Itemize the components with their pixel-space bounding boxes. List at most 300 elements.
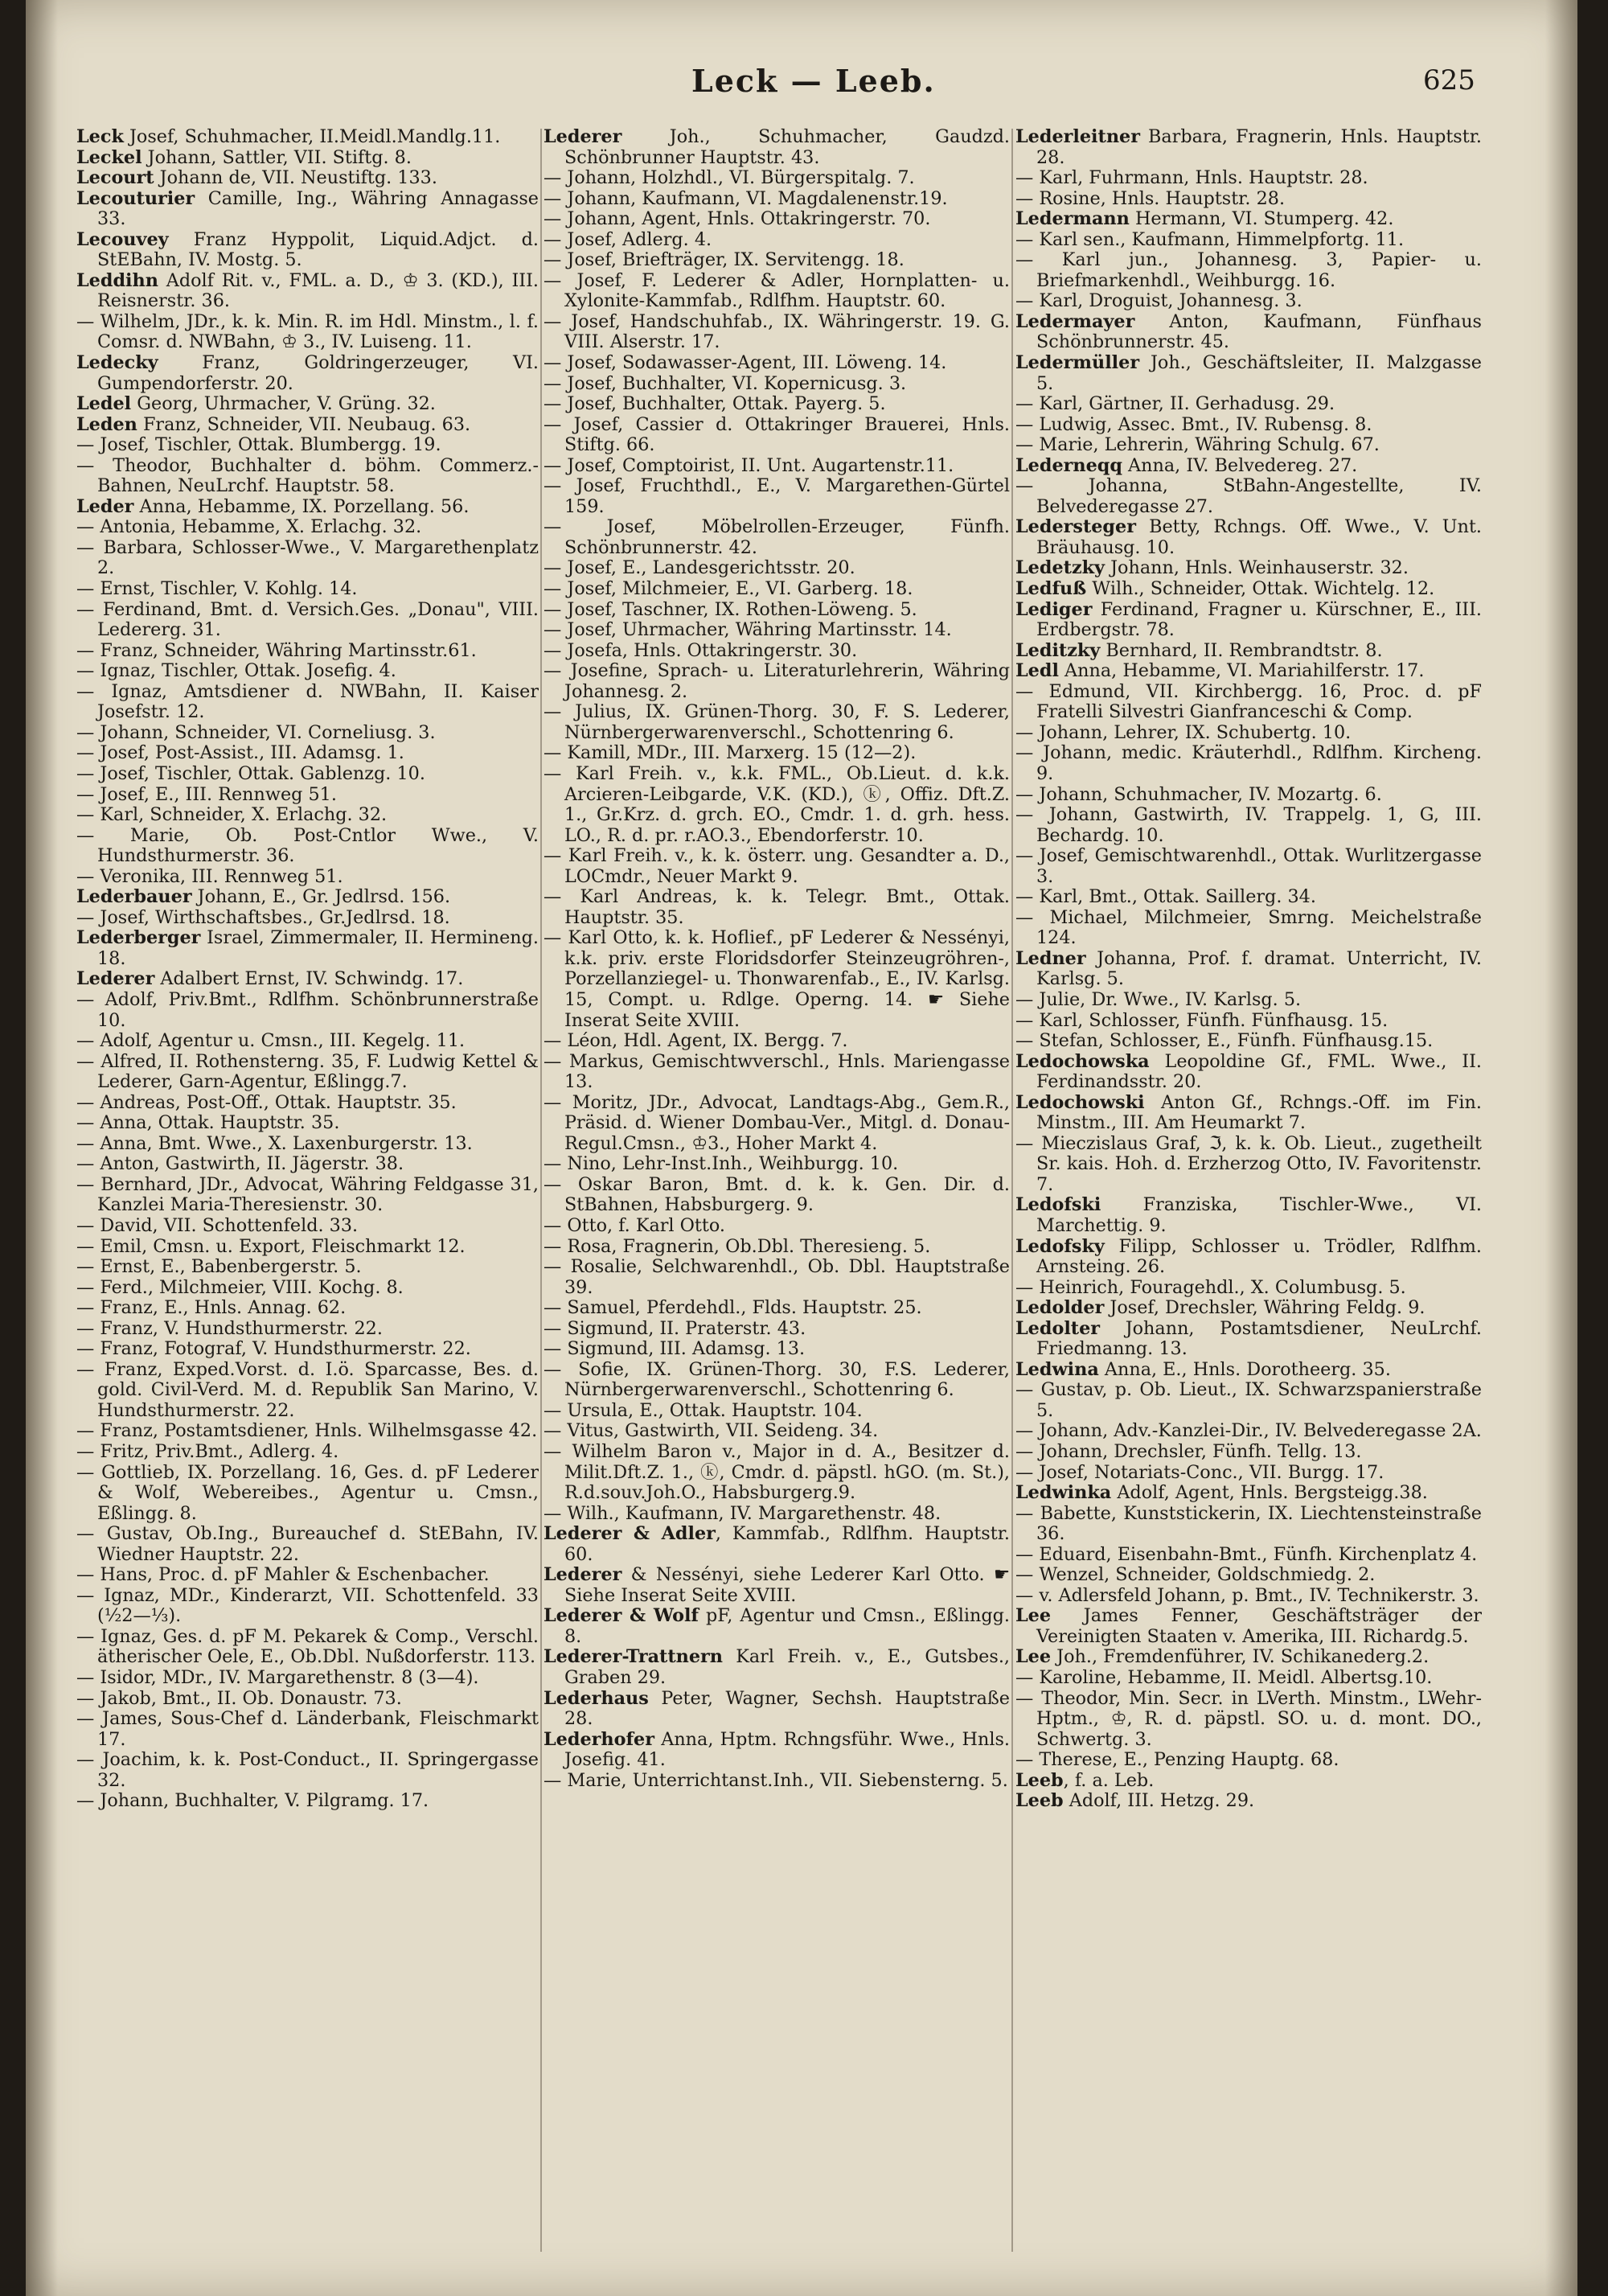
entry-details: — Adolf, Priv.Bmt., Rdlfhm. Schönbrunnerstraße 10.	[76, 988, 539, 1031]
directory-entry	[544, 1216, 1010, 1237]
directory-entry	[1015, 1504, 1482, 1545]
directory-entry	[76, 579, 539, 600]
entry-details: — Karl sen., Kaufmann, Himmelpfortg. 11.	[1015, 228, 1405, 250]
entry-details: Johann, Postamtsdiener, NeuLrchf. Friedmanng. 13.	[1036, 1317, 1482, 1360]
directory-entry	[1015, 1319, 1482, 1360]
directory-entry	[1015, 168, 1482, 189]
entry-details: Betty, Rchngs. Off. Wwe., V. Unt. Bräuhausg. 10.	[1036, 516, 1482, 558]
entry-details: Josef, Schuhmacher, II.Meidl.Mandlg.11.	[123, 127, 501, 147]
directory-entry	[76, 1709, 539, 1750]
directory-entry	[76, 826, 539, 867]
entry-details: — Johann, Holzhdl., VI. Bürgerspitalg. 7.	[544, 167, 915, 189]
directory-entry	[1015, 476, 1482, 517]
directory-entry	[76, 682, 539, 723]
directory-entry	[1015, 353, 1482, 394]
entry-details: — Josef, Fruchthdl., E., V. Margarethen-Gürtel 159.	[544, 475, 1010, 517]
entry-details: — Gustav, Ob.Ing., Bureauchef d. StEBahn, IV. Wiedner Hauptstr. 22.	[76, 1523, 539, 1565]
directory-entry	[76, 415, 539, 436]
directory-entry	[1015, 230, 1482, 251]
entry-details: — Franz, Fotograf, V. Hundsthurmerstr. 22.	[76, 1338, 471, 1360]
directory-entry	[544, 1175, 1010, 1216]
directory-entry	[76, 1052, 539, 1093]
directory-entry	[1015, 312, 1482, 353]
entry-details: — Ignaz, Tischler, Ottak. Josefig. 4.	[76, 660, 396, 682]
entry-details: — Léon, Hdl. Agent, IX. Bergg. 7.	[544, 1030, 848, 1052]
entry-surname: Ledersteger	[1015, 516, 1136, 538]
directory-entry	[76, 743, 539, 764]
directory-entry	[1015, 908, 1482, 949]
directory-entry	[1015, 1360, 1482, 1381]
directory-entry	[1015, 209, 1482, 230]
directory-entry	[544, 1339, 1010, 1360]
entry-surname: Lederleitner	[1015, 127, 1140, 147]
directory-entry	[544, 1606, 1010, 1647]
directory-entry	[76, 456, 539, 497]
directory-entry	[1015, 1689, 1482, 1751]
entry-surname: Ledecky	[76, 352, 158, 374]
directory-entry	[544, 353, 1010, 374]
binding-gutter	[26, 0, 58, 2296]
entry-surname: Lederer	[544, 1564, 622, 1586]
directory-entry	[76, 969, 539, 990]
entry-surname: Ledfuß	[1015, 578, 1087, 600]
directory-entry	[544, 1442, 1010, 1504]
entry-details: — Josef, Notariats-Conc., VII. Burgg. 17.	[1015, 1461, 1384, 1483]
entry-details: Hermann, VI. Stumperg. 42.	[1129, 208, 1394, 230]
directory-entry	[1015, 846, 1482, 887]
directory-column-3	[1015, 127, 1482, 2250]
entry-details: James Fenner, Geschäftsträger der Vereinigten Staaten v. Amerika, III. Richardg.5.	[1036, 1605, 1482, 1647]
entry-details: — Johann, Schneider, VI. Corneliusg. 3.	[76, 721, 436, 743]
directory-entry	[544, 743, 1010, 764]
entry-details: — Josef, Wirthschaftsbes., Gr.Jedlrsd. 18.	[76, 906, 450, 928]
directory-entry	[544, 1052, 1010, 1093]
entry-details: — Karl, Schneider, X. Erlachg. 32.	[76, 804, 388, 826]
entry-surname: Ledofsky	[1015, 1235, 1105, 1257]
entry-details: — Josef, F. Lederer & Adler, Hornplatten- u. Xylonite-Kammfab., Rdlfhm. Hauptstr. 60.	[544, 269, 1010, 312]
entry-details: — Josef, E., Landesgerichtsstr. 20.	[544, 557, 855, 579]
entry-details: — Gustav, p. Ob. Lieut., IX. Schwarzspanierstraße 5.	[1015, 1379, 1482, 1421]
entry-details: — Ludwig, Assec. Bmt., IV. Rubensg. 8.	[1015, 413, 1372, 435]
directory-entry	[1015, 558, 1482, 579]
entry-surname: Lee	[1015, 1605, 1052, 1627]
directory-entry	[76, 928, 539, 969]
entry-details: — Josef, Uhrmacher, Währing Martinsstr. 14.	[544, 619, 952, 641]
directory-entry	[544, 1421, 1010, 1442]
directory-entry	[544, 415, 1010, 456]
entry-details: Johann, Sattler, VII. Stiftg. 8.	[142, 146, 412, 168]
directory-entry	[1015, 1442, 1482, 1463]
entry-details: — Josef, Post-Assist., III. Adamsg. 1.	[76, 742, 404, 764]
directory-entry	[76, 148, 539, 169]
directory-entry	[544, 1319, 1010, 1340]
entry-details: Joh., Schuhmacher, Gaudzd. Schönbrunner Hauptstr. 43.	[564, 127, 1010, 168]
entry-details: — Edmund, VII. Kirchbergg. 16, Proc. d. pF Fratelli Silvestri Gianfranceschi & Comp.	[1015, 680, 1482, 723]
entry-details: — Franz, Exped.Vorst. d. I.ö. Sparcasse, Bes. d. gold. Civil-Verd. M. d. Republik San Marino, V. Hundsthurmerstr. 22.	[76, 1358, 539, 1421]
entry-details: Filipp, Schlosser u. Trödler, Rdlfhm. Arnsteing. 26.	[1036, 1235, 1482, 1278]
entry-details: , f. a. Leb.	[1063, 1769, 1155, 1791]
directory-entry	[1015, 127, 1482, 168]
entry-surname: Lederberger	[76, 927, 201, 949]
directory-entry	[76, 1750, 539, 1791]
entry-details: — Wilhelm Baron v., Major in d. A., Besitzer d. Milit.Dft.Z. 1., ⓚ, Cmdr. d. päpstl. hGO. (m. St.), R.d.souv.Joh.O., Habsburgerg.9.	[544, 1441, 1010, 1504]
directory-entry	[76, 1319, 539, 1340]
directory-entry	[76, 1524, 539, 1565]
entry-details: , Kammfab., Rdlfhm. Hauptstr. 60.	[564, 1523, 1010, 1565]
directory-entry	[1015, 1463, 1482, 1484]
entry-details: Bernhard, II. Rembrandtstr. 8.	[1100, 639, 1383, 661]
entry-details: — Samuel, Pferdehdl., Flds. Hauptstr. 25.	[544, 1297, 922, 1319]
directory-entry	[76, 805, 539, 826]
directory-entry	[1015, 1011, 1482, 1032]
directory-entry	[1015, 250, 1482, 291]
entry-details: — Marie, Ob. Post-Cntlor Wwe., V. Hundsthurmerstr. 36.	[76, 824, 539, 867]
entry-details: Adolf Rit. v., FML. a. D., ♔ 3. (KD.), III. Reisnerstr. 36.	[97, 269, 539, 312]
entry-details: — Barbara, Schlosser-Wwe., V. Margarethenplatz 2.	[76, 536, 539, 579]
directory-entry	[544, 661, 1010, 702]
entry-details: — Johann, Drechsler, Fünfh. Tellg. 13.	[1015, 1441, 1362, 1462]
directory-entry	[76, 990, 539, 1031]
directory-entry	[76, 1175, 539, 1216]
entry-details: — Josef, Adlerg. 4.	[544, 228, 712, 250]
directory-entry	[544, 1565, 1010, 1606]
directory-entry	[1015, 805, 1482, 846]
entry-surname: Lederer	[76, 968, 155, 990]
entry-details: — Jakob, Bmt., II. Ob. Donaustr. 73.	[76, 1687, 402, 1709]
directory-entry	[544, 394, 1010, 415]
entry-details: — Sigmund, III. Adamsg. 13.	[544, 1338, 806, 1360]
entry-details: Georg, Uhrmacher, V. Grüng. 32.	[131, 393, 436, 415]
directory-entry	[76, 1154, 539, 1175]
entry-surname: Ledl	[1015, 660, 1059, 682]
entry-details: Johann, Hnls. Weinhauserstr. 32.	[1105, 557, 1409, 579]
entry-details: Johann, E., Gr. Jedlrsd. 156.	[191, 886, 451, 908]
entry-details: — Karl, Schlosser, Fünfh. Fünfhausg. 15.	[1015, 1009, 1389, 1031]
directory-entry	[76, 230, 539, 271]
directory-entry	[1015, 723, 1482, 744]
entry-surname: Leeb	[1015, 1769, 1064, 1791]
entry-details: — Josef, Comptoirist, II. Unt. Augartenstr.11.	[544, 454, 954, 476]
entry-details: Leopoldine Gf., FML. Wwe., II. Ferdinandsstr. 20.	[1036, 1050, 1482, 1093]
directory-entry	[76, 271, 539, 312]
entry-surname: Lederbauer	[76, 886, 192, 908]
entry-details: — Johanna, StBahn-Angestellte, IV. Belvederegasse 27.	[1015, 475, 1482, 517]
directory-entry	[544, 600, 1010, 621]
directory-entry	[544, 456, 1010, 477]
directory-entry	[544, 1154, 1010, 1175]
entry-details: — Josef, Sodawasser-Agent, III. Löweng. 14.	[544, 352, 947, 374]
directory-entry	[1015, 1586, 1482, 1607]
entry-details: & Nessényi, siehe Lederer Karl Otto. ☛ Siehe Inserat Seite XVIII.	[564, 1564, 1010, 1606]
entry-details: — Wilh., Kaufmann, IV. Margarethenstr. 48.	[544, 1502, 941, 1524]
directory-entry	[1015, 1093, 1482, 1134]
entry-details: — Anna, Bmt. Wwe., X. Laxenburgerstr. 13.	[76, 1132, 473, 1154]
directory-entry	[544, 887, 1010, 928]
directory-entry	[1015, 743, 1482, 784]
entry-details: — Josef, Taschner, IX. Rothen-Löweng. 5.	[544, 598, 917, 620]
entry-details: — Veronika, III. Rennweg 51.	[76, 865, 343, 887]
directory-entry	[76, 394, 539, 415]
directory-entry	[544, 1031, 1010, 1052]
entry-details: — Oskar Baron, Bmt. d. k. k. Gen. Dir. d. StBahnen, Habsburgerg. 9.	[544, 1173, 1010, 1216]
page-edge-shade	[1545, 0, 1577, 2296]
entry-details: Anna, Hebamme, VI. Mariahilferstr. 17.	[1058, 660, 1425, 682]
entry-surname: Leditzky	[1015, 639, 1101, 661]
directory-entry	[1015, 1031, 1482, 1052]
entry-details: — Karoline, Hebamme, II. Meidl. Albertsg.10.	[1015, 1667, 1433, 1689]
directory-entry	[76, 435, 539, 456]
directory-entry	[1015, 517, 1482, 558]
entry-details: — Stefan, Schlosser, E., Fünfh. Fünfhausg.15.	[1015, 1030, 1434, 1052]
directory-entry	[1015, 641, 1482, 662]
entry-surname: Lederer & Adler	[544, 1523, 716, 1545]
directory-entry	[1015, 1647, 1482, 1668]
entry-surname: Lederer & Wolf	[544, 1605, 699, 1627]
entry-surname: Ledetzky	[1015, 557, 1106, 579]
directory-entry	[544, 1647, 1010, 1688]
entry-surname: Leden	[76, 413, 137, 435]
entry-surname: Leckel	[76, 146, 142, 168]
entry-surname: Lederer	[544, 127, 622, 147]
directory-entry	[76, 1237, 539, 1258]
entry-surname: Leddihn	[76, 269, 158, 291]
entry-details: — Ferd., Milchmeier, VIII. Kochg. 8.	[76, 1276, 404, 1298]
entry-details: — Josef, Buchhalter, VI. Kopernicusg. 3.	[544, 372, 907, 394]
directory-entry	[544, 209, 1010, 230]
entry-details: — Sigmund, II. Praterstr. 43.	[544, 1317, 806, 1339]
directory-entry	[76, 127, 539, 148]
directory-entry	[1015, 949, 1482, 990]
directory-entry	[544, 764, 1010, 846]
entry-details: — Sofie, IX. Grünen-Thorg. 30, F.S. Lederer, Nürnbergerwarenverschl., Schottenring 6.	[544, 1358, 1010, 1401]
entry-details: — Franz, V. Hundsthurmerstr. 22.	[76, 1317, 383, 1339]
entry-details: — Ernst, E., Babenbergerstr. 5.	[76, 1256, 362, 1278]
entry-surname: Lederneqq	[1015, 454, 1122, 476]
entry-surname: Ledolder	[1015, 1297, 1105, 1319]
directory-entry	[76, 189, 539, 230]
entry-surname: Leeb	[1015, 1790, 1064, 1812]
entry-details: Joh., Geschäftsleiter, II. Malzgasse 5.	[1036, 352, 1482, 394]
entry-details: — Anna, Ottak. Hauptstr. 35.	[76, 1112, 340, 1134]
directory-entry	[1015, 1052, 1482, 1093]
entry-details: — Fritz, Priv.Bmt., Adlerg. 4.	[76, 1441, 339, 1462]
entry-details: Anton Gf., Rchngs.-Off. im Fin. Minstm., III. Am Heumarkt 7.	[1036, 1091, 1482, 1134]
entry-details: — Karl Freih. v., k.k. FML., Ob.Lieut. d. k.k. Arcieren-Leibgarde, V.K. (KD.), ⓚ, Offiz. Dft.Z. 1., Gr.Krz. d. grch. EO., Cmdr. 1. d. grh. hess. LO., R. d. pr. r.AO.3., Ebendorferstr. 10.	[544, 762, 1010, 846]
directory-entry	[544, 476, 1010, 517]
directory-entry	[76, 1421, 539, 1442]
directory-entry	[76, 1442, 539, 1463]
entry-details: — Ignaz, Ges. d. pF M. Pekarek & Comp., Verschl. ätherischer Oele, E., Ob.Dbl. Nußdorferstr. 113.	[76, 1625, 539, 1668]
entry-surname: Lediger	[1015, 598, 1093, 620]
entry-details: — Karl, Bmt., Ottak. Saillerg. 34.	[1015, 886, 1316, 908]
directory-entry	[544, 1524, 1010, 1565]
entry-details: — Heinrich, Fouragehdl., X. Columbusg. 5.	[1015, 1276, 1406, 1298]
entry-details: Wilh., Schneider, Ottak. Wichtelg. 12.	[1086, 578, 1435, 600]
directory-entry	[544, 1401, 1010, 1422]
entry-details: — Franz, Postamtsdiener, Hnls. Wilhelmsgasse 42.	[76, 1420, 538, 1442]
entry-surname: Lederhaus	[544, 1687, 649, 1709]
entry-surname: Ledel	[76, 393, 132, 415]
entry-surname: Lederer-Trattnern	[544, 1646, 724, 1668]
entry-details: — Josef, Buchhalter, Ottak. Payerg. 5.	[544, 393, 886, 415]
entry-details: — Rosine, Hnls. Hauptstr. 28.	[1015, 187, 1286, 209]
entry-details: — Karl, Fuhrmann, Hnls. Hauptstr. 28.	[1015, 167, 1368, 189]
entry-details: — David, VII. Schottenfeld. 33.	[76, 1214, 359, 1236]
entry-details: — Therese, E., Penzing Hauptg. 68.	[1015, 1749, 1339, 1771]
directory-entry	[76, 908, 539, 929]
directory-entry	[76, 661, 539, 682]
entry-details: — Ernst, Tischler, V. Kohlg. 14.	[76, 578, 358, 600]
entry-details: Johanna, Prof. f. dramat. Unterricht, IV. Karlsg. 5.	[1036, 947, 1482, 990]
entry-details: Barbara, Fragnerin, Hnls. Hauptstr. 28.	[1036, 127, 1482, 168]
entry-surname: Lecouturier	[76, 187, 195, 209]
directory-entry	[76, 1689, 539, 1710]
entry-details: — Bernhard, JDr., Advocat, Währing Feldgasse 31, Kanzlei Maria-Theresienstr. 30.	[76, 1173, 539, 1216]
directory-entry	[1015, 579, 1482, 600]
directory-entry	[76, 764, 539, 785]
entry-surname: Leck	[76, 127, 124, 147]
directory-entry	[1015, 415, 1482, 436]
directory-entry	[544, 1730, 1010, 1771]
directory-entry	[1015, 1668, 1482, 1689]
entry-surname: Lecourt	[76, 167, 154, 189]
entry-details: Adalbert Ernst, IV. Schwindg. 17.	[154, 968, 464, 990]
entry-details: — Johann, Buchhalter, V. Pilgramg. 17.	[76, 1790, 429, 1812]
entry-details: — Rosalie, Selchwarenhdl., Ob. Dbl. Hauptstraße 39.	[544, 1256, 1010, 1298]
running-title: Leck — Leeb.	[691, 63, 936, 99]
entry-details: — Theodor, Buchhalter d. böhm. Commerz.-Bahnen, NeuLrchf. Hauptstr. 58.	[76, 454, 539, 497]
entry-details: — Adolf, Agentur u. Cmsn., III. Kegelg. 11.	[76, 1030, 466, 1052]
directory-entry	[76, 353, 539, 394]
directory-entry	[1015, 1606, 1482, 1647]
entry-details: — Hans, Proc. d. pF Mahler & Eschenbacher.	[76, 1564, 490, 1586]
directory-entry	[1015, 1278, 1482, 1299]
entry-details: — Nino, Lehr-Inst.Inh., Weihburgg. 10.	[544, 1153, 899, 1175]
directory-entry	[1015, 1565, 1482, 1586]
entry-details: Franz Hyppolit, Liquid.Adjct. d. StEBahn, IV. Mostg. 5.	[97, 228, 539, 271]
directory-entry	[76, 1668, 539, 1689]
directory-entry	[544, 579, 1010, 600]
directory-entry	[1015, 990, 1482, 1011]
entry-details: Franziska, Tischler-Wwe., VI. Marchettig. 9.	[1036, 1194, 1482, 1236]
entry-details: Anna, Hptm. Rchngsführ. Wwe., Hnls. Josefig. 41.	[564, 1728, 1010, 1771]
entry-details: — Marie, Lehrerin, Währing Schulg. 67.	[1015, 434, 1380, 456]
entry-details: — Ursula, E., Ottak. Hauptstr. 104.	[544, 1399, 863, 1421]
entry-details: — Kamill, MDr., III. Marxerg. 15 (12—2).	[544, 742, 917, 764]
directory-entry	[76, 641, 539, 662]
entry-details: — Josef, Tischler, Ottak. Gablenzg. 10.	[76, 762, 425, 784]
directory-entry	[1015, 1134, 1482, 1196]
directory-entry	[76, 1586, 539, 1627]
directory-entry	[1015, 1237, 1482, 1278]
directory-entry	[76, 1278, 539, 1299]
entry-details: — Moritz, JDr., Advocat, Landtags-Abg., Gem.R., Präsid. d. Wiener Dombau-Ver., Mitgl. d. Donau-Regul.Cmsn., ♔3., Hoher Markt 4.	[544, 1091, 1010, 1154]
directory-entry	[544, 1237, 1010, 1258]
entry-details: — Karl Otto, k. k. Hoflief., pF Lederer & Nessényi, k.k. priv. erste Floridsdorfer Steinzeugröhren-, Porzellanziegel- u. Thonwarenfab., E., IV. Karlsg. 15, Compt. u. Rdlge. Operng. 14. ☛ Siehe Inserat Seite XVIII.	[544, 927, 1010, 1031]
directory-entry	[76, 517, 539, 538]
directory-entry	[76, 1093, 539, 1114]
entry-details: — Emil, Cmsn. u. Export, Fleischmarkt 12.	[76, 1235, 466, 1257]
entry-details: — Antonia, Hebamme, X. Erlachg. 32.	[76, 516, 422, 538]
entry-details: — Rosa, Fragnerin, Ob.Dbl. Theresieng. 5.	[544, 1235, 931, 1257]
directory-entry	[76, 867, 539, 888]
directory-entry	[544, 641, 1010, 662]
page-number: 625	[1423, 64, 1475, 97]
directory-entry	[76, 1339, 539, 1360]
column-divider	[540, 129, 542, 2252]
directory-column-2	[544, 127, 1010, 2250]
directory-entry	[544, 1771, 1010, 1792]
directory-entry	[544, 271, 1010, 312]
entry-surname: Ledochowska	[1015, 1050, 1150, 1072]
directory-entry	[76, 723, 539, 744]
entry-details: — Theodor, Min. Secr. in LVerth. Minstm., LWehr-Hptm., ♔, R. d. päpstl. SO. u. d. mont. DO., Schwertg. 3.	[1015, 1687, 1482, 1750]
directory-entry	[1015, 1791, 1482, 1812]
entry-details: — Josef, Briefträger, IX. Servitengg. 18.	[544, 249, 904, 271]
entry-details: — Karl Andreas, k. k. Telegr. Bmt., Ottak. Hauptstr. 35.	[544, 886, 1010, 928]
entry-details: — Andreas, Post-Off., Ottak. Hauptstr. 35.	[76, 1091, 457, 1113]
entry-details: — Mieczislaus Graf, ℑ, k. k. Ob. Lieut., zugetheilt Sr. kais. Hoh. d. Erzherzog Otto, IV. Favoritenstr. 7.	[1015, 1132, 1482, 1195]
entry-details: — Isidor, MDr., IV. Margarethenstr. 8 (3—4).	[76, 1667, 479, 1689]
entry-details: — Josef, Handschuhfab., IX. Währingerstr. 19. G. VIII. Alserstr. 17.	[544, 310, 1010, 353]
entry-details: — Johann, Adv.-Kanzlei-Dir., IV. Belvederegasse 2A.	[1015, 1420, 1482, 1442]
directory-entry	[76, 1791, 539, 1812]
entry-details: Anna, Hebamme, IX. Porzellang. 56.	[133, 495, 470, 517]
entry-surname: Ledermann	[1015, 208, 1130, 230]
directory-column-1	[76, 127, 539, 2250]
directory-entry	[76, 1216, 539, 1237]
entry-details: Karl Freih. v., E., Gutsbes., Graben 29.	[564, 1646, 1010, 1689]
entry-details: — Karl, Gärtner, II. Gerhadusg. 29.	[1015, 393, 1335, 415]
entry-surname: Ledofski	[1015, 1194, 1101, 1216]
directory-entry	[76, 1565, 539, 1586]
entry-details: — Otto, f. Karl Otto.	[544, 1214, 725, 1236]
entry-surname: Ledermayer	[1015, 310, 1135, 332]
directory-entry	[544, 517, 1010, 558]
entry-details: Joh., Fremdenführer, IV. Schikanederg.2.	[1051, 1646, 1430, 1668]
entry-details: — Anton, Gastwirth, II. Jägerstr. 38.	[76, 1153, 404, 1175]
directory-entry	[544, 928, 1010, 1031]
directory-entry	[76, 1031, 539, 1052]
entry-details: — Josef, Cassier d. Ottakringer Brauerei, Hnls. Stiftg. 66.	[544, 413, 1010, 456]
entry-details: — Karl, Droguist, Johannesg. 3.	[1015, 290, 1302, 312]
entry-details: Josef, Drechsler, Währing Feldg. 9.	[1104, 1297, 1425, 1319]
entry-details: — Karl jun., Johannesg. 3, Papier- u. Briefmarkenhdl., Weihburgg. 16.	[1015, 249, 1482, 291]
directory-entry	[1015, 1545, 1482, 1566]
entry-details: Ferdinand, Fragner u. Kürschner, E., III. Erdbergstr. 78.	[1036, 598, 1482, 641]
directory-entry	[76, 887, 539, 908]
entry-surname: Ledwinka	[1015, 1482, 1112, 1504]
entry-surname: Ledwina	[1015, 1358, 1099, 1380]
directory-entry	[1015, 291, 1482, 312]
entry-details: — Johann, Gastwirth, IV. Trappelg. 1, G, III. Bechardg. 10.	[1015, 804, 1482, 846]
entry-details: — James, Sous-Chef d. Länderbank, Fleischmarkt 17.	[76, 1708, 539, 1750]
directory-entry	[1015, 1298, 1482, 1319]
directory-entry	[1015, 1771, 1482, 1792]
directory-entry	[544, 1689, 1010, 1730]
directory-entry	[544, 620, 1010, 641]
directory-entry	[1015, 1421, 1482, 1442]
directory-entry	[544, 846, 1010, 887]
entry-details: — Joachim, k. k. Post-Conduct., II. Springergasse 32.	[76, 1749, 539, 1791]
entry-details: — Johann, medic. Kräuterhdl., Rdlfhm. Kircheng. 9.	[1015, 742, 1482, 784]
entry-details: — Marie, Unterrichtanst.Inh., VII. Siebensterng. 5.	[544, 1769, 1008, 1791]
entry-details: Peter, Wagner, Sechsh. Hauptstraße 28.	[564, 1687, 1010, 1730]
directory-entry	[544, 374, 1010, 395]
directory-entry	[544, 558, 1010, 579]
entry-details: Franz, Goldringerzeuger, VI. Gumpendorferstr. 20.	[97, 352, 539, 394]
directory-entry	[76, 312, 539, 353]
